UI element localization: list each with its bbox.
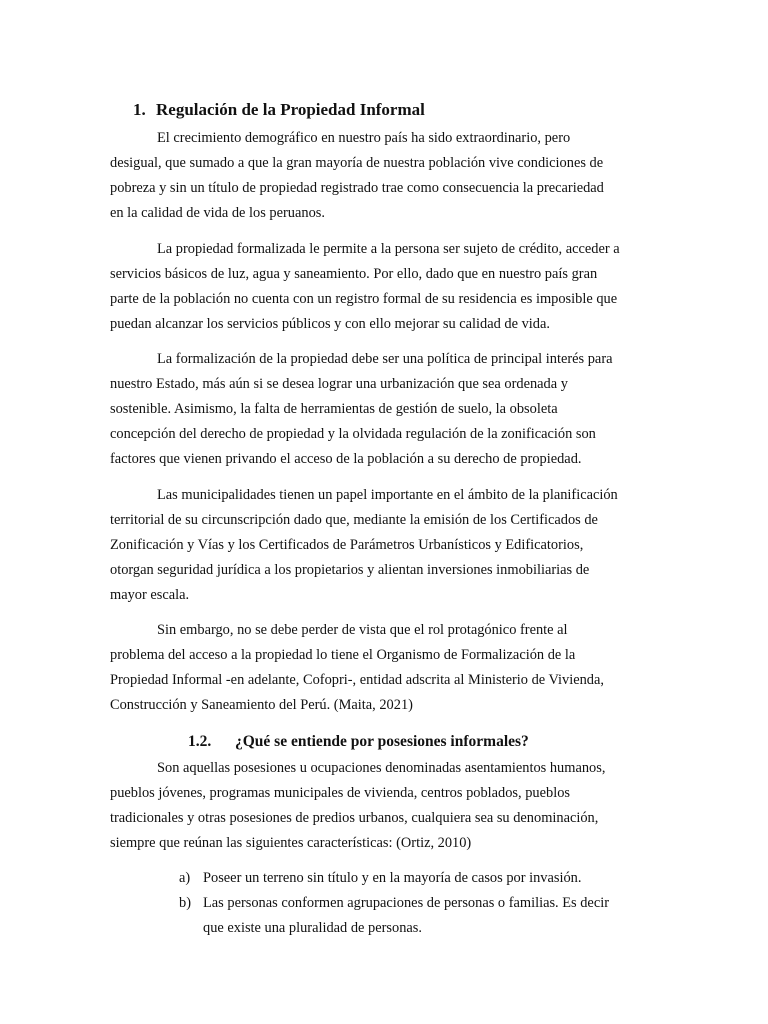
paragraph-5-line-2: problema del acceso a la propiedad lo tiene el Organismo de Formalización de la bbox=[110, 647, 576, 663]
paragraph-4-line-3: Zonificación y Vías y los Certificados de Parámetros Urbanísticos y Edificatorios, bbox=[110, 537, 584, 553]
paragraph-3-line-1: La formalización de la propiedad debe ser una política de principal interés para bbox=[157, 351, 613, 367]
paragraph-2-line-3: parte de la población no cuenta con un registro formal de su residencia es imposible que bbox=[110, 291, 618, 307]
paragraph-1-line-2: desigual, que sumado a que la gran mayoría de nuestra población vive condiciones de bbox=[110, 155, 604, 171]
paragraph-1-line-4: en la calidad de vida de los peruanos. bbox=[110, 205, 325, 221]
paragraph-1-line-3: pobreza y sin un título de propiedad registrado trae como consecuencia la precariedad bbox=[110, 180, 604, 196]
paragraph-6-line-3: tradicionales y otras posesiones de predios urbanos, cualquiera sea su denominación, bbox=[110, 810, 599, 826]
subsection-number: 1.2. bbox=[188, 733, 212, 750]
list-item-text: Las personas conformen agrupaciones de personas o familias. Es decir bbox=[203, 895, 609, 911]
paragraph-6-line-4: siempre que reúnan las siguientes características: (Ortiz, 2010) bbox=[110, 835, 472, 851]
paragraph-1-line-1: El crecimiento demográfico en nuestro país ha sido extraordinario, pero bbox=[157, 130, 571, 146]
paragraph-3-line-2: nuestro Estado, más aún si se desea lograr una urbanización que sea ordenada y bbox=[110, 376, 568, 392]
list-item-text: Poseer un terreno sin título y en la mayoría de casos por invasión. bbox=[203, 870, 582, 886]
paragraph-5-line-1: Sin embargo, no se debe perder de vista que el rol protagónico frente al bbox=[157, 622, 568, 638]
list-item-continuation: que existe una pluralidad de personas. bbox=[203, 920, 422, 936]
subsection-title: ¿Qué se entiende por posesiones informales? bbox=[235, 733, 529, 750]
paragraph-4-line-4: otorgan seguridad jurídica a los propietarios y alientan inversiones inmobiliarias de bbox=[110, 562, 590, 578]
paragraph-6-line-2: pueblos jóvenes, programas municipales de vivienda, centros poblados, pueblos bbox=[110, 785, 570, 801]
paragraph-3-line-4: concepción del derecho de propiedad y la olvidada regulación de la zonificación son bbox=[110, 426, 596, 442]
section-number: 1. bbox=[133, 100, 146, 119]
list-marker: b) bbox=[179, 895, 191, 911]
paragraph-3-line-3: sostenible. Asimismo, la falta de herramientas de gestión de suelo, la obsoleta bbox=[110, 401, 558, 417]
section-heading bbox=[133, 100, 425, 120]
paragraph-6-line-1: Son aquellas posesiones u ocupaciones denominadas asentamientos humanos, bbox=[157, 760, 606, 776]
list-item bbox=[179, 869, 581, 887]
paragraph-4-line-5: mayor escala. bbox=[110, 587, 190, 603]
paragraph-5-line-4: Construcción y Saneamiento del Perú. (Maita, 2021) bbox=[110, 697, 413, 713]
paragraph-4-line-1: Las municipalidades tienen un papel importante en el ámbito de la planificación bbox=[157, 487, 618, 503]
paragraph-2-line-2: servicios básicos de luz, agua y saneamiento. Por ello, dado que en nuestro país gran bbox=[110, 266, 598, 282]
subsection-heading bbox=[188, 733, 529, 751]
list-marker: a) bbox=[179, 870, 191, 886]
section-title: Regulación de la Propiedad Informal bbox=[156, 100, 425, 119]
paragraph-2-line-1: La propiedad formalizada le permite a la persona ser sujeto de crédito, acceder a bbox=[157, 241, 620, 257]
list-item bbox=[179, 894, 609, 912]
paragraph-4-line-2: territorial de su circunscripción dado que, mediante la emisión de los Certificados de bbox=[110, 512, 598, 528]
paragraph-5-line-3: Propiedad Informal -en adelante, Cofopri-, entidad adscrita al Ministerio de Vivienda, bbox=[110, 672, 604, 688]
paragraph-2-line-4: puedan alcanzar los servicios públicos y con ello mejorar su calidad de vida. bbox=[110, 316, 550, 332]
paragraph-3-line-5: factores que vienen privando el acceso de la población a su derecho de propiedad. bbox=[110, 451, 582, 467]
